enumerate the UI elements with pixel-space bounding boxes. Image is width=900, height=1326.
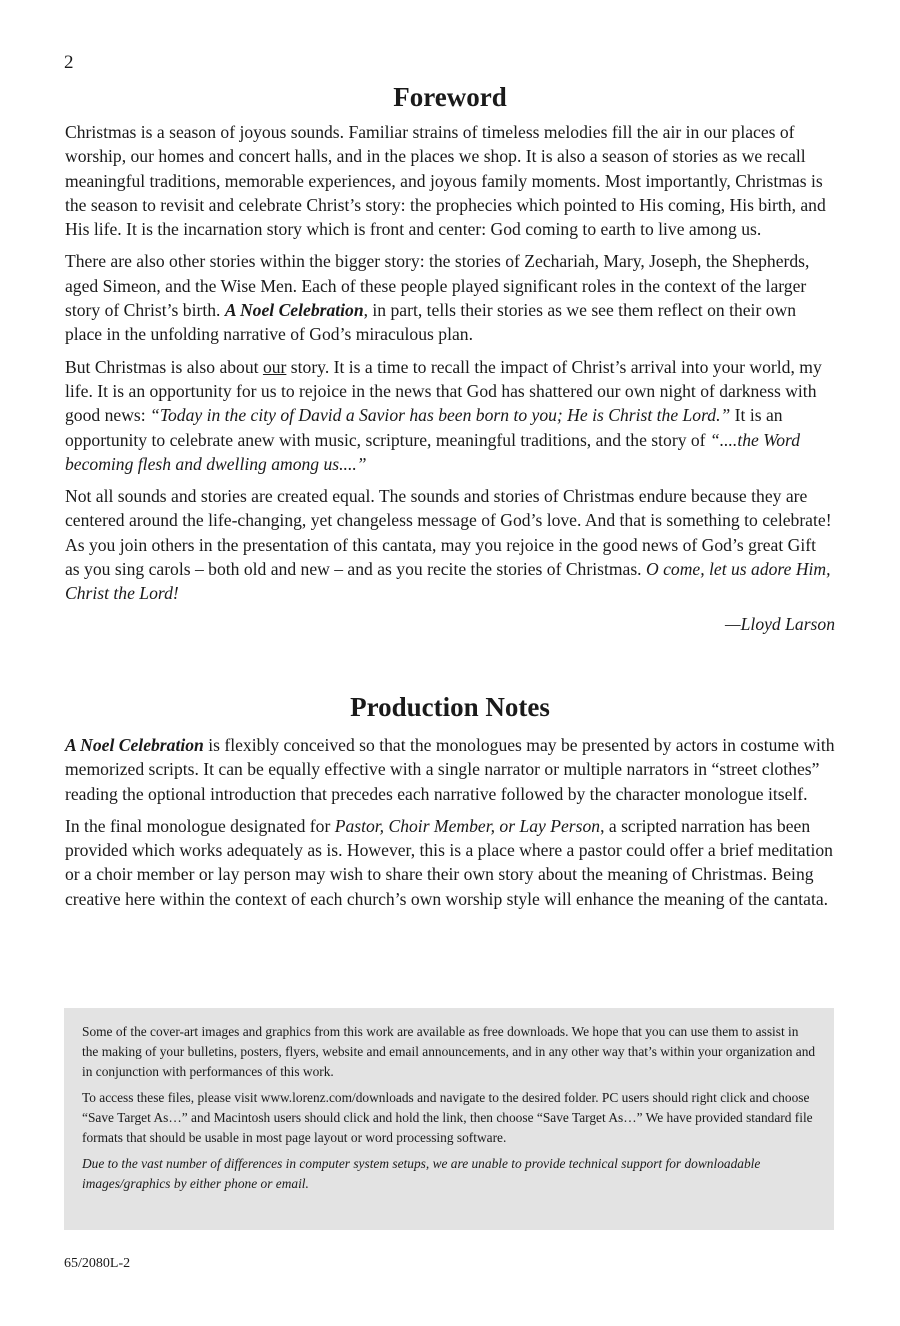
production-notes-body [65,733,835,919]
page-number: 2 [64,52,74,73]
closing-line: O come, let us adore Him, Christ the Lord! [65,559,831,604]
scripture-quote: “Today in the city of David a Savior has been born to you; He is Christ the Lord.” [150,405,731,426]
production-p1-text: is flexibly conceived so that the monologues may be presented by actors in costume with memorized scripts. It can be equally effective with a single narrator or multiple narrators in “street clothes” reading the optional introduction that precedes each narrative followed by the character monologue itself. [65,735,835,804]
foreword-p3-text: But Christmas is also about [65,356,263,377]
foreword-p3-text-middle: story. It is a time to recall the impact of Christ’s arrival into your world, my life. It is an opportunity for us to rejoice in the news that God has shattered our own night of darkness with good news: [65,356,822,426]
foreword-paragraph-2 [65,249,835,346]
scripture-quote-2: “....the Word becoming flesh and dwelling among us....” [65,429,801,474]
foreword-body [65,120,835,635]
foreword-title: Foreword [393,82,507,112]
notice-paragraph-2: To access these files, please visit www.lorenz.com/downloads and navigate to the desired folder. PC users should right click and choose “Save Target As…” and Macintosh users should click and hold the link, then choose “Save Target As…” We have provided standard file formats that should be usable in most page layout or word processing software. [82,1090,813,1145]
foreword-p3-text-middle-2: It is an opportunity to celebrate anew with music, scripture, meaningful traditions, and the story of [65,405,783,450]
author-byline: —Lloyd Larson [725,613,835,634]
notice-paragraph-1: Some of the cover-art images and graphics from this work are available as free downloads. We hope that you can use them to assist in the making of your bulletins, posters, flyers, website and email announcements, and in any other way that’s within your organization and in conjunction with performances of this work. [82,1024,816,1079]
downloads-notice-box [64,1008,834,1230]
cantata-title: A Noel Celebration [65,735,204,755]
production-p2-text: In the final monologue designated for [65,815,335,836]
foreword-paragraph-3 [65,355,835,476]
notice-disclaimer: Due to the vast number of differences in computer system setups, we are unable to provide technical support for downloadable images/graphics by either phone or email. [82,1156,761,1191]
cantata-title: A Noel Celebration [224,300,364,321]
foreword-p2-text: There are also other stories within the bigger story: the stories of Zechariah, Mary, Joseph, the Shepherds, aged Simeon, and the Wise Men. Each of these people played significant roles in the context of the larger story of Christ’s birth. [65,251,810,321]
catalog-code: 65/2080L-2 [64,1256,131,1271]
foreword-p2-text-end: , in part, tells their stories as we see them reflect on their own place in the unfolding narrative of God’s miraculous plan. [65,300,797,345]
foreword-paragraph-1: Christmas is a season of joyous sounds. Familiar strains of timeless melodies fill the air in our places of worship, our homes and concert halls, and in the places we shop. It is also a season of stories as we recall meaningful traditions, memorable experiences, and joyous family moments. Most importantly, Christmas is the season to revisit and celebrate Christ’s story: the prophecies which pointed to His coming, His birth, and His life. It is the incarnation story which is front and center: God coming to earth to live among us. [65,122,826,240]
production-p2-text-end: , a scripted narration has been provided which works adequately as is. However, this is a place where a pastor could offer a brief meditation or a choir member or lay person may wish to share their own story about the meaning of Christmas. Being creative here within the context of each church’s own worship style will enhance the meaning of the cantata. [65,815,833,909]
production-paragraph-1 [65,733,835,806]
role-designation: Pastor, Choir Member, or Lay Person [334,815,601,836]
production-notes-title: Production Notes [350,692,550,722]
foreword-paragraph-4 [65,484,835,605]
production-paragraph-2 [65,814,835,911]
underlined-word: our [262,356,287,377]
foreword-p4-text: Not all sounds and stories are created equal. The sounds and stories of Christmas endure because they are centered around the life-changing, yet changeless message of God’s love. And that is something to celebrate! As you join others in the presentation of this cantata, may you rejoice in the good news of God’s great Gift as you sing carols – both old and new – and as you recite the stories of Christmas. [65,486,832,580]
